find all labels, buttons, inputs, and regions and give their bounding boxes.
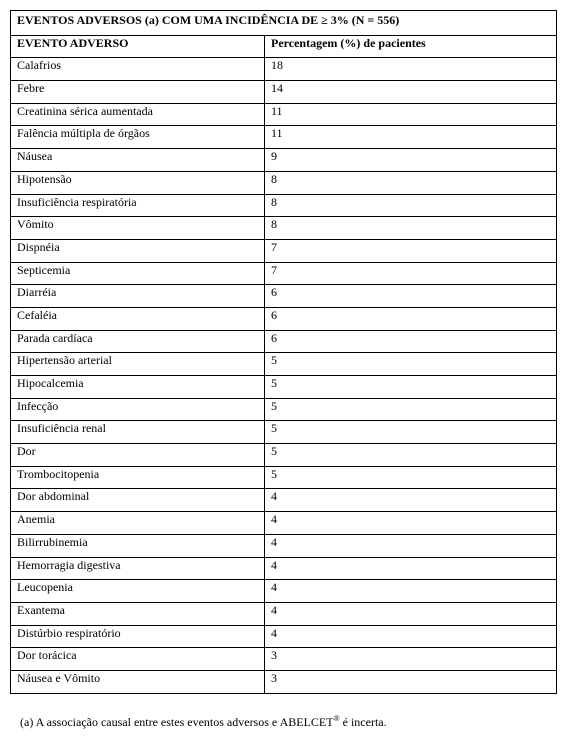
event-name-cell: Febre xyxy=(11,81,265,104)
event-name-cell: Hipertensão arterial xyxy=(11,353,265,376)
table-row xyxy=(11,512,557,535)
event-name-cell: Dor abdominal xyxy=(11,489,265,512)
table-row xyxy=(11,81,557,104)
percentage-cell: 5 xyxy=(265,466,557,489)
percentage-cell: 7 xyxy=(265,262,557,285)
table-row xyxy=(11,239,557,262)
table-row xyxy=(11,149,557,172)
table-row xyxy=(11,602,557,625)
event-name-cell: Hipotensão xyxy=(11,171,265,194)
table-row xyxy=(11,580,557,603)
table-row xyxy=(11,557,557,580)
table-row xyxy=(11,444,557,467)
percentage-cell: 11 xyxy=(265,103,557,126)
table-row xyxy=(11,285,557,308)
event-name-cell: Dor torácica xyxy=(11,648,265,671)
percentage-cell: 11 xyxy=(265,126,557,149)
footnote-suffix: é incerta. xyxy=(339,715,387,729)
event-name-cell: Vômito xyxy=(11,217,265,240)
table-row xyxy=(11,353,557,376)
event-name-cell: Náusea e Vômito xyxy=(11,670,265,693)
event-name-cell: Leucopenia xyxy=(11,580,265,603)
event-name-cell: Náusea xyxy=(11,149,265,172)
table-row xyxy=(11,307,557,330)
column-header-event: EVENTO ADVERSO xyxy=(11,35,265,58)
table-row xyxy=(11,126,557,149)
percentage-cell: 3 xyxy=(265,648,557,671)
footnote-text: (a) A associação causal entre estes eventos adversos e ABELCET xyxy=(20,715,334,729)
event-name-cell: Hipocalcemia xyxy=(11,376,265,399)
table-row xyxy=(11,262,557,285)
event-name-cell: Dispnéia xyxy=(11,239,265,262)
percentage-cell: 5 xyxy=(265,421,557,444)
percentage-cell: 5 xyxy=(265,398,557,421)
table-row xyxy=(11,534,557,557)
percentage-cell: 8 xyxy=(265,171,557,194)
table-title: EVENTOS ADVERSOS (a) COM UMA INCIDÊNCIA DE ≥ 3% (N = 556) xyxy=(11,11,557,36)
percentage-cell: 4 xyxy=(265,489,557,512)
event-name-cell: Trombocitopenia xyxy=(11,466,265,489)
event-name-cell: Cefaléia xyxy=(11,307,265,330)
percentage-cell: 14 xyxy=(265,81,557,104)
event-name-cell: Hemorragia digestiva xyxy=(11,557,265,580)
percentage-cell: 8 xyxy=(265,217,557,240)
event-name-cell: Infecção xyxy=(11,398,265,421)
event-name-cell: Creatinina sérica aumentada xyxy=(11,103,265,126)
event-name-cell: Bilirrubinemia xyxy=(11,534,265,557)
event-name-cell: Falência múltipla de órgãos xyxy=(11,126,265,149)
table-row xyxy=(11,376,557,399)
table-row xyxy=(11,648,557,671)
percentage-cell: 6 xyxy=(265,330,557,353)
event-name-cell: Exantema xyxy=(11,602,265,625)
table-row xyxy=(11,421,557,444)
column-header-percentage: Percentagem (%) de pacientes xyxy=(265,35,557,58)
table-row xyxy=(11,398,557,421)
event-name-cell: Calafrios xyxy=(11,58,265,81)
percentage-cell: 5 xyxy=(265,376,557,399)
percentage-cell: 8 xyxy=(265,194,557,217)
percentage-cell: 3 xyxy=(265,670,557,693)
table-row xyxy=(11,489,557,512)
percentage-cell: 6 xyxy=(265,285,557,308)
event-name-cell: Anemia xyxy=(11,512,265,535)
table-row xyxy=(11,330,557,353)
percentage-cell: 9 xyxy=(265,149,557,172)
percentage-cell: 4 xyxy=(265,602,557,625)
table-row xyxy=(11,217,557,240)
percentage-cell: 4 xyxy=(265,580,557,603)
percentage-cell: 4 xyxy=(265,557,557,580)
percentage-cell: 4 xyxy=(265,512,557,535)
percentage-cell: 5 xyxy=(265,353,557,376)
event-name-cell: Insuficiência renal xyxy=(11,421,265,444)
event-name-cell: Insuficiência respiratória xyxy=(11,194,265,217)
percentage-cell: 4 xyxy=(265,534,557,557)
event-name-cell: Diarréia xyxy=(11,285,265,308)
event-name-cell: Dor xyxy=(11,444,265,467)
percentage-cell: 5 xyxy=(265,444,557,467)
table-row xyxy=(11,103,557,126)
table-header-row xyxy=(11,35,557,58)
percentage-cell: 6 xyxy=(265,307,557,330)
registered-mark: ® xyxy=(333,714,340,723)
table-body xyxy=(11,58,557,693)
table-row xyxy=(11,194,557,217)
percentage-cell: 18 xyxy=(265,58,557,81)
event-name-cell: Distúrbio respiratório xyxy=(11,625,265,648)
footnote xyxy=(20,715,387,729)
event-name-cell: Parada cardíaca xyxy=(11,330,265,353)
table-row xyxy=(11,171,557,194)
table-row xyxy=(11,466,557,489)
adverse-events-table xyxy=(10,10,557,694)
percentage-cell: 7 xyxy=(265,239,557,262)
table-row xyxy=(11,58,557,81)
percentage-cell: 4 xyxy=(265,625,557,648)
event-name-cell: Septicemia xyxy=(11,262,265,285)
table-row xyxy=(11,625,557,648)
table-title-row xyxy=(11,11,557,36)
table-row xyxy=(11,670,557,693)
